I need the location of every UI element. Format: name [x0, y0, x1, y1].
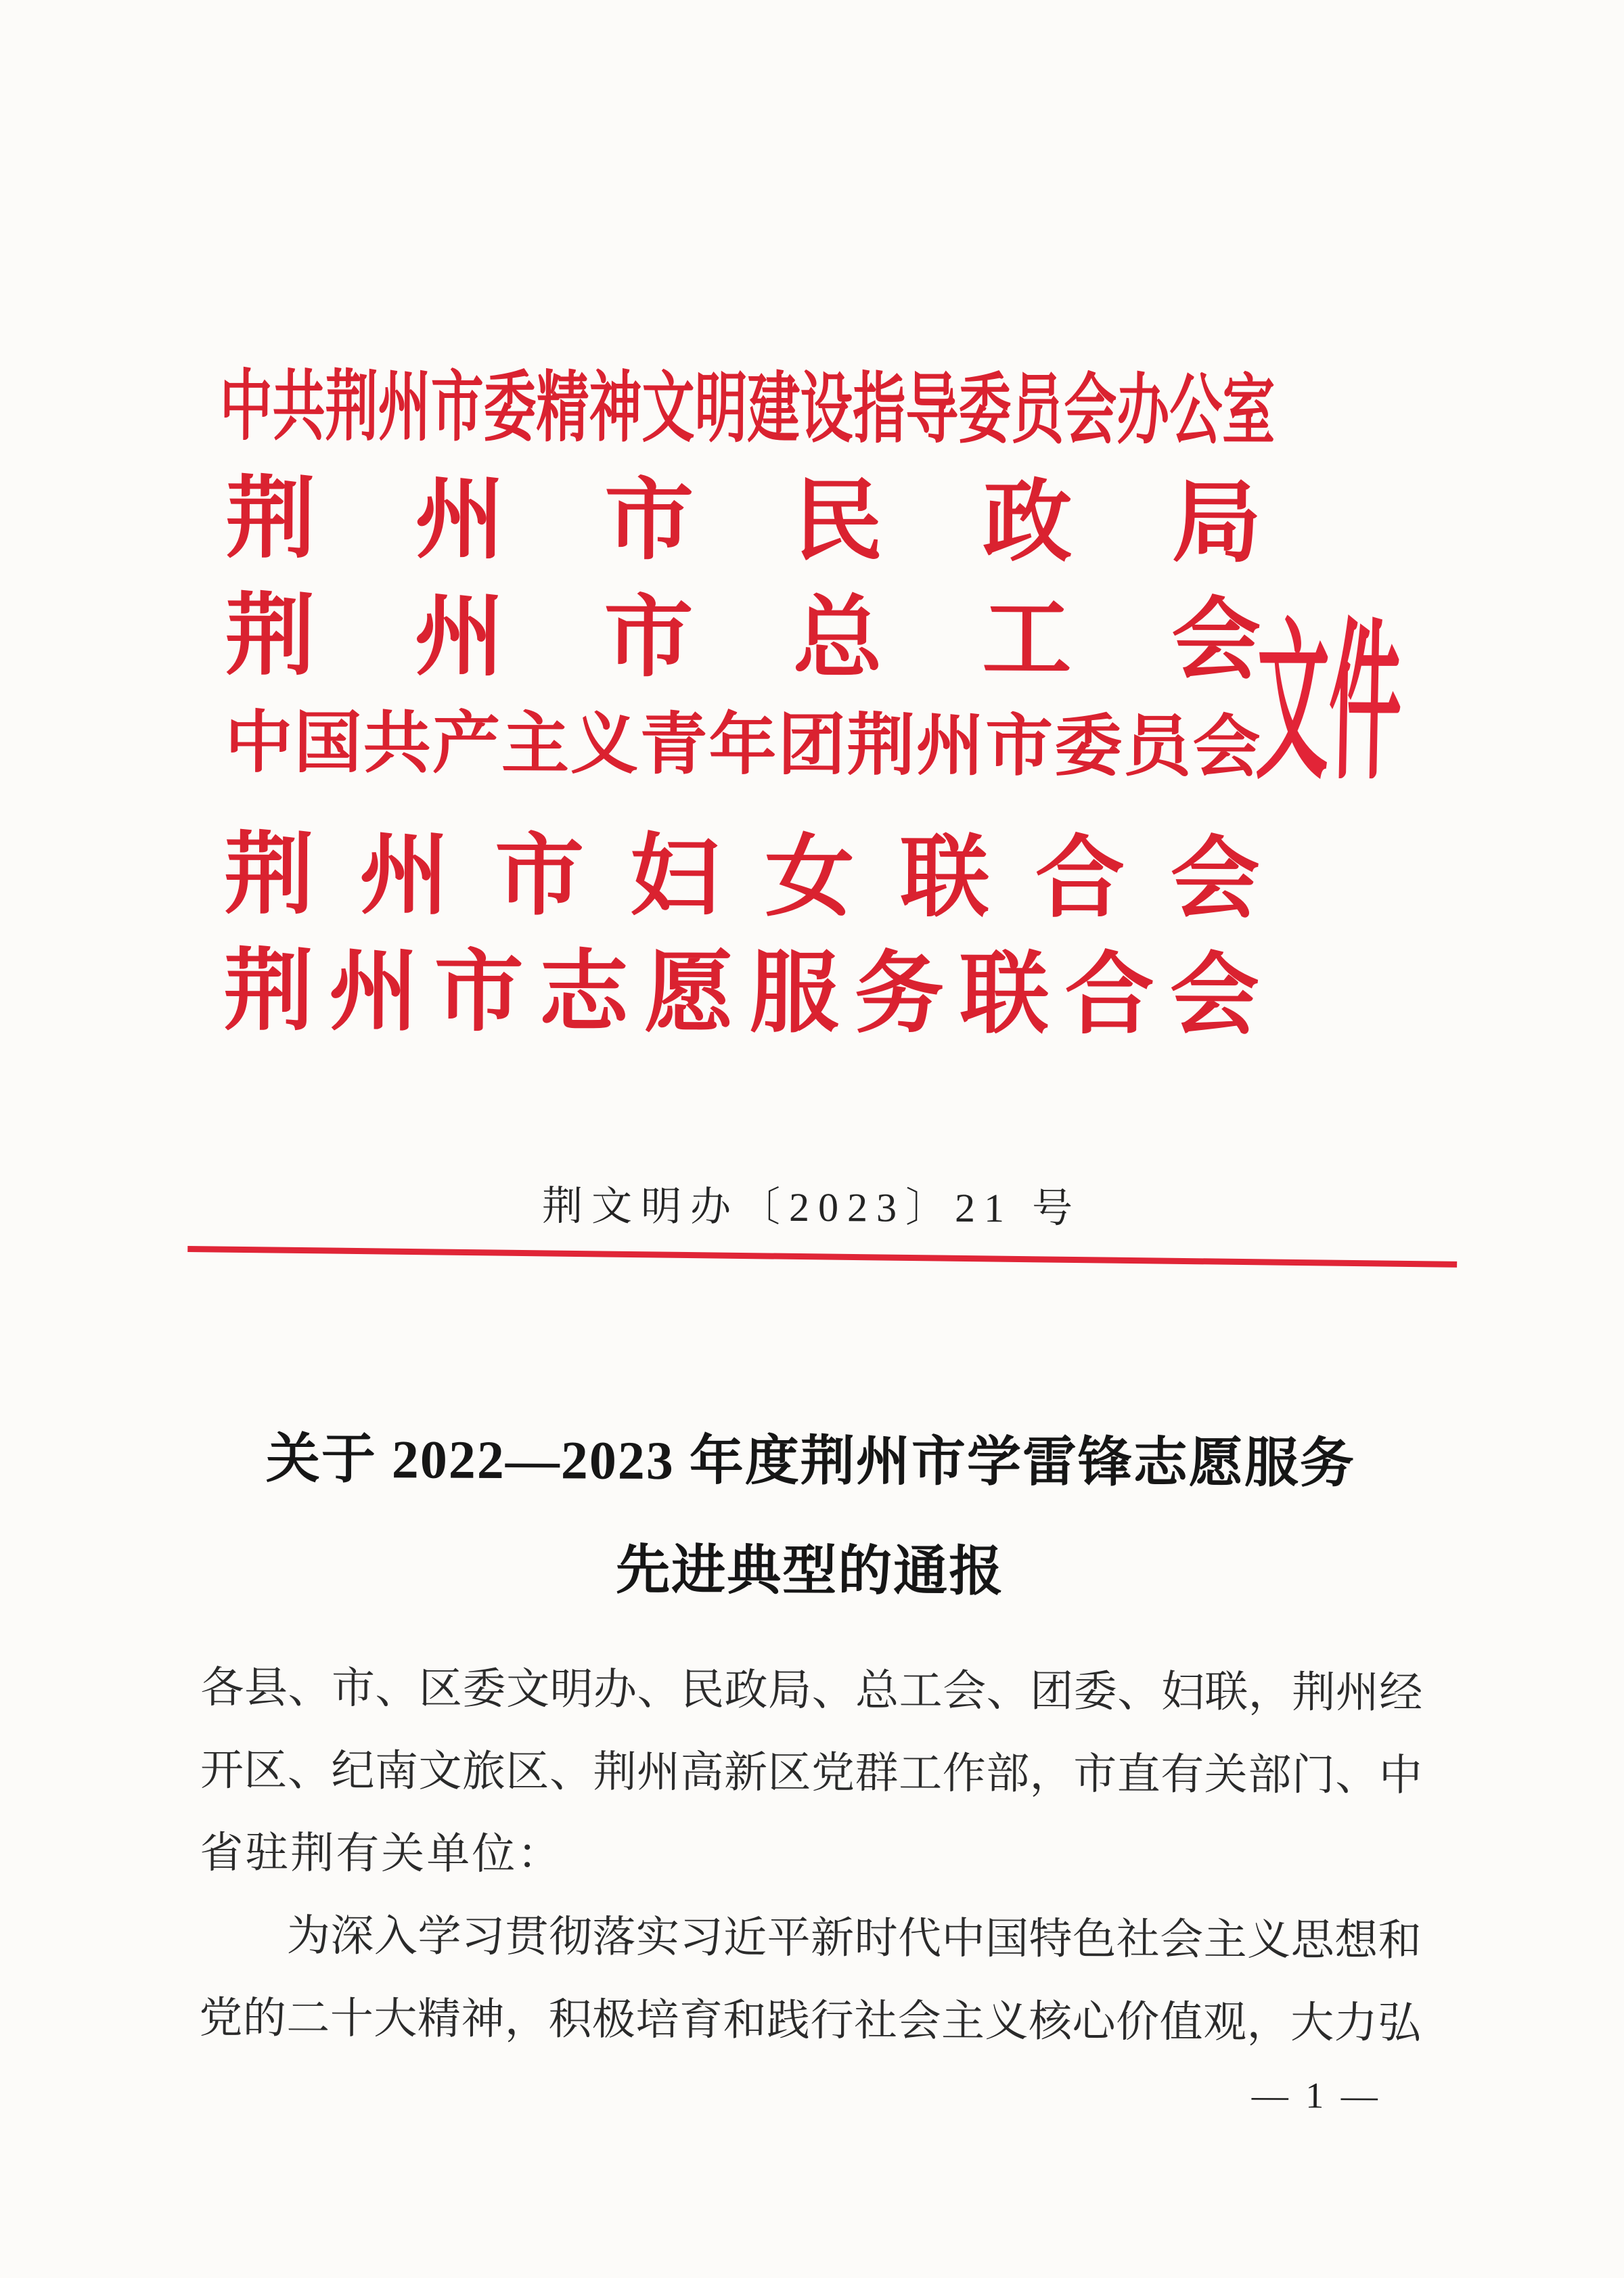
letterhead-line-6: 荆 州 市 志 愿 服 务 联 合 会: [223, 941, 1260, 1046]
page-number: — 1 —: [1251, 2074, 1382, 2116]
document-number: 荆文明办〔2023〕21 号: [541, 1184, 1082, 1231]
body-line-recipients-1: 各 县 、 市 、 区 委 文 明 办 、 民 政 局 、 总 工 会 、 团 委 、 妇 联 ， 荆 州 经: [200, 1663, 1423, 1717]
body-line-paragraph-2: 党 的 二 十 大 精 神 ， 积 极 培 育 和 践 行 社 会 主 义 核 心 价 值 观 ， 大 力 弘: [199, 1994, 1422, 2047]
letterhead-line-4: 中 国 共 产 主 义 青 年 团 荆 州 市 委 员 会: [225, 705, 1261, 785]
red-separator-line: [187, 1246, 1457, 1268]
document-title-line-1: 关于 2022—2023 年度荆州市学雷锋志愿服务: [265, 1429, 1356, 1494]
document-title-line-2: 先进典型的通报: [616, 1540, 1005, 1603]
body-line-paragraph-1: 为 深 入 学 习 贯 彻 落 实 习 近 平 新 时 代 中 国 特 色 社 会 主 义 思 想 和: [286, 1911, 1422, 1965]
body-line-recipients-2: 开 区 、 纪 南 文 旅 区 、 荆 州 高 新 区 党 群 工 作 部 ， 市 直 有 关 部 门 、 中: [200, 1746, 1422, 1800]
letterhead-line-3: 荆 州 市 总 工 会: [225, 586, 1261, 690]
letterhead-line-5: 荆 州 市 妇 女 联 合 会: [224, 825, 1260, 929]
letterhead-line-2: 荆 州 市 民 政 局: [225, 469, 1262, 573]
letterhead-line-1: [219, 365, 1276, 453]
body-line-recipients-3: 省驻荆有关单位：: [200, 1829, 563, 1879]
letterhead-wenjian-suffix: 文件: [1255, 608, 1403, 801]
letterhead-line-1-text: 中共荆州市委精神文明建设指导委员会办公室: [219, 363, 1276, 454]
